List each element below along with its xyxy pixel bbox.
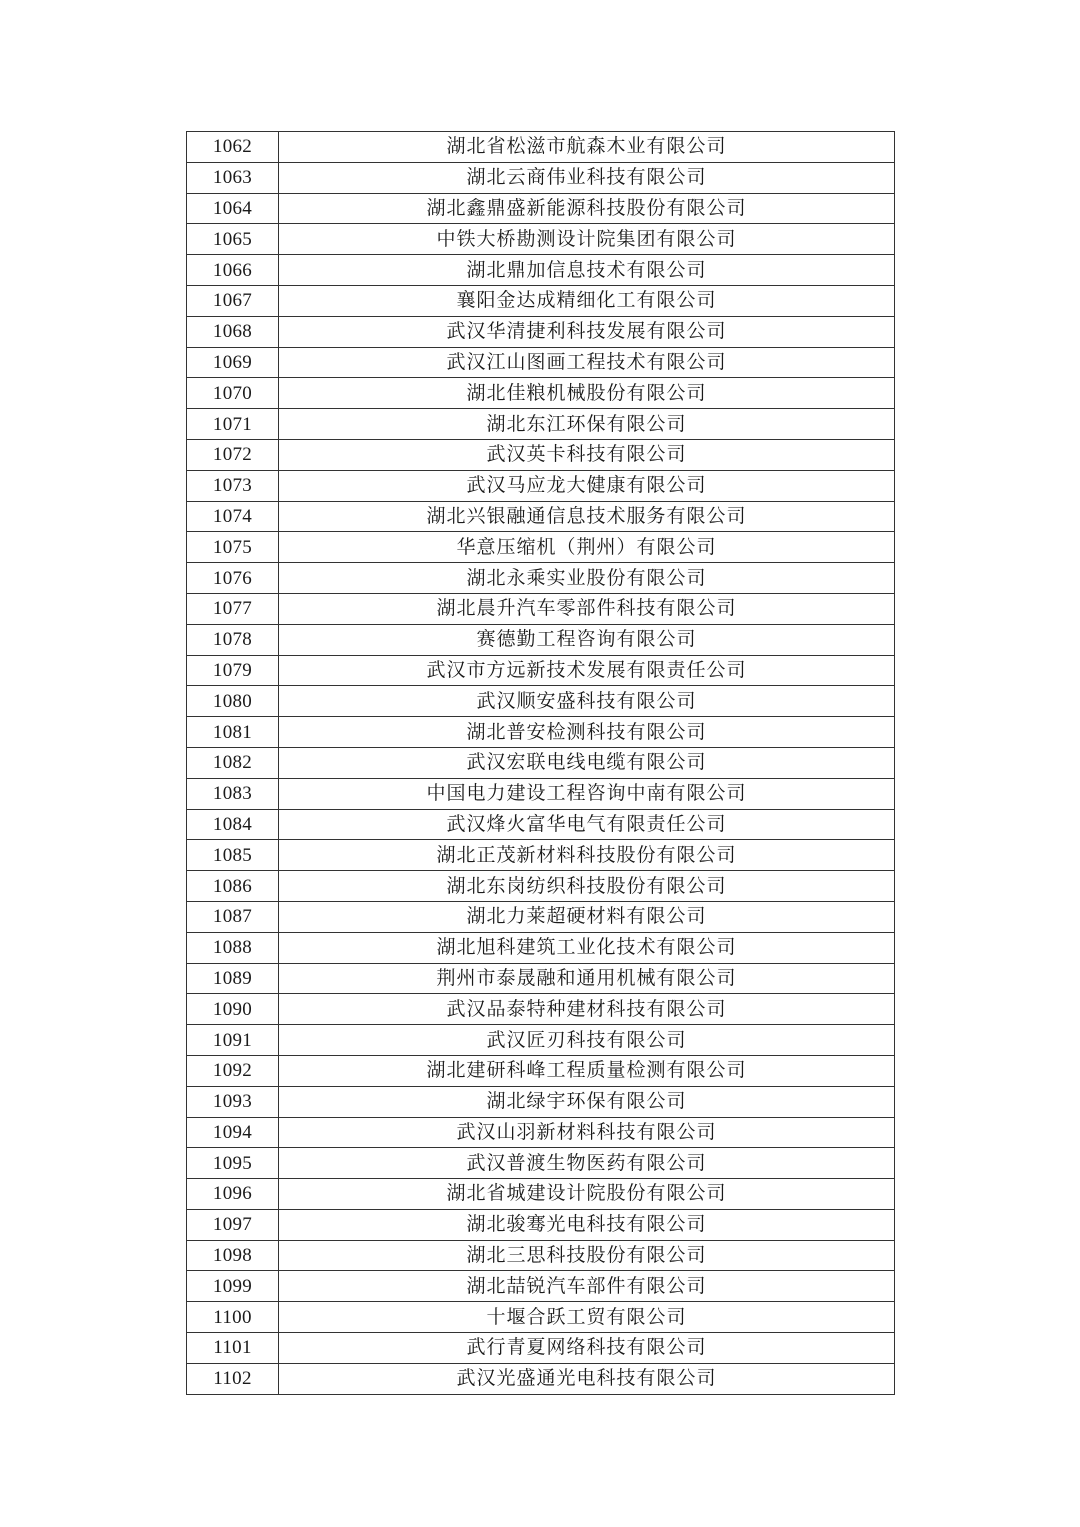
company-name: 武汉马应龙大健康有限公司 — [279, 470, 895, 501]
company-name: 湖北正茂新材料科技股份有限公司 — [279, 840, 895, 871]
table-row — [187, 717, 895, 748]
company-name: 十堰合跃工贸有限公司 — [279, 1302, 895, 1333]
table-row — [187, 224, 895, 255]
table-row — [187, 1055, 895, 1086]
row-number: 1099 — [187, 1271, 279, 1302]
row-number: 1087 — [187, 901, 279, 932]
table-row — [187, 686, 895, 717]
row-number: 1097 — [187, 1209, 279, 1240]
table-row — [187, 285, 895, 316]
company-name: 中国电力建设工程咨询中南有限公司 — [279, 778, 895, 809]
row-number: 1067 — [187, 285, 279, 316]
company-name: 湖北绿宇环保有限公司 — [279, 1086, 895, 1117]
company-name: 荆州市泰晟融和通用机械有限公司 — [279, 963, 895, 994]
company-name: 湖北力莱超硬材料有限公司 — [279, 901, 895, 932]
table-row — [187, 316, 895, 347]
table-row — [187, 1117, 895, 1148]
company-name: 武汉光盛通光电科技有限公司 — [279, 1363, 895, 1394]
company-name: 湖北三思科技股份有限公司 — [279, 1240, 895, 1271]
company-name: 湖北鑫鼎盛新能源科技股份有限公司 — [279, 193, 895, 224]
row-number: 1095 — [187, 1148, 279, 1179]
company-name: 湖北东岗纺织科技股份有限公司 — [279, 871, 895, 902]
row-number: 1079 — [187, 655, 279, 686]
company-name: 武汉宏联电线电缆有限公司 — [279, 747, 895, 778]
row-number: 1080 — [187, 686, 279, 717]
company-list-table — [186, 131, 895, 1395]
company-name: 湖北旭科建筑工业化技术有限公司 — [279, 932, 895, 963]
row-number: 1078 — [187, 624, 279, 655]
row-number: 1082 — [187, 747, 279, 778]
table-row — [187, 593, 895, 624]
table-row — [187, 470, 895, 501]
table-row — [187, 1086, 895, 1117]
table-row — [187, 162, 895, 193]
company-name: 湖北建研科峰工程质量检测有限公司 — [279, 1055, 895, 1086]
row-number: 1072 — [187, 439, 279, 470]
table-row — [187, 347, 895, 378]
row-number: 1062 — [187, 132, 279, 163]
row-number: 1098 — [187, 1240, 279, 1271]
row-number: 1066 — [187, 255, 279, 286]
table-row — [187, 1240, 895, 1271]
row-number: 1081 — [187, 717, 279, 748]
row-number: 1089 — [187, 963, 279, 994]
company-name: 武汉烽火富华电气有限责任公司 — [279, 809, 895, 840]
table-row — [187, 901, 895, 932]
company-name: 赛德勤工程咨询有限公司 — [279, 624, 895, 655]
table-row — [187, 840, 895, 871]
table-row — [187, 624, 895, 655]
company-name: 华意压缩机（荆州）有限公司 — [279, 532, 895, 563]
row-number: 1093 — [187, 1086, 279, 1117]
company-name: 中铁大桥勘测设计院集团有限公司 — [279, 224, 895, 255]
row-number: 1074 — [187, 501, 279, 532]
row-number: 1068 — [187, 316, 279, 347]
company-name: 湖北骏骞光电科技有限公司 — [279, 1209, 895, 1240]
company-name: 武汉顺安盛科技有限公司 — [279, 686, 895, 717]
row-number: 1100 — [187, 1302, 279, 1333]
row-number: 1094 — [187, 1117, 279, 1148]
company-name: 湖北东江环保有限公司 — [279, 409, 895, 440]
company-name: 武汉匠刃科技有限公司 — [279, 1025, 895, 1056]
table-row — [187, 563, 895, 594]
table-row — [187, 255, 895, 286]
company-name: 襄阳金达成精细化工有限公司 — [279, 285, 895, 316]
company-name: 武汉市方远新技术发展有限责任公司 — [279, 655, 895, 686]
table-row — [187, 1271, 895, 1302]
table-row — [187, 132, 895, 163]
table-row — [187, 747, 895, 778]
table-row — [187, 1179, 895, 1210]
table-row — [187, 871, 895, 902]
row-number: 1101 — [187, 1333, 279, 1364]
table-row — [187, 378, 895, 409]
company-name: 湖北省城建设计院股份有限公司 — [279, 1179, 895, 1210]
company-name: 湖北佳粮机械股份有限公司 — [279, 378, 895, 409]
company-name: 湖北永乘实业股份有限公司 — [279, 563, 895, 594]
company-name: 湖北普安检测科技有限公司 — [279, 717, 895, 748]
company-name: 湖北晨升汽车零部件科技有限公司 — [279, 593, 895, 624]
row-number: 1070 — [187, 378, 279, 409]
row-number: 1069 — [187, 347, 279, 378]
table-row — [187, 1302, 895, 1333]
table-row — [187, 1363, 895, 1394]
company-name: 武汉普渡生物医药有限公司 — [279, 1148, 895, 1179]
company-name: 武汉华清捷利科技发展有限公司 — [279, 316, 895, 347]
table-row — [187, 809, 895, 840]
row-number: 1085 — [187, 840, 279, 871]
row-number: 1091 — [187, 1025, 279, 1056]
company-name: 武汉品泰特种建材科技有限公司 — [279, 994, 895, 1025]
company-name: 湖北云商伟业科技有限公司 — [279, 162, 895, 193]
company-name: 武汉英卡科技有限公司 — [279, 439, 895, 470]
row-number: 1076 — [187, 563, 279, 594]
table-row — [187, 193, 895, 224]
row-number: 1065 — [187, 224, 279, 255]
company-name: 武行青夏网络科技有限公司 — [279, 1333, 895, 1364]
row-number: 1063 — [187, 162, 279, 193]
row-number: 1086 — [187, 871, 279, 902]
row-number: 1075 — [187, 532, 279, 563]
table-row — [187, 409, 895, 440]
company-name: 武汉山羽新材料科技有限公司 — [279, 1117, 895, 1148]
row-number: 1090 — [187, 994, 279, 1025]
table-row — [187, 1148, 895, 1179]
row-number: 1077 — [187, 593, 279, 624]
table-row — [187, 778, 895, 809]
table-row — [187, 1025, 895, 1056]
table-row — [187, 655, 895, 686]
row-number: 1102 — [187, 1363, 279, 1394]
table-row — [187, 932, 895, 963]
company-name: 湖北喆锐汽车部件有限公司 — [279, 1271, 895, 1302]
table-row — [187, 439, 895, 470]
row-number: 1083 — [187, 778, 279, 809]
row-number: 1096 — [187, 1179, 279, 1210]
company-name: 武汉江山图画工程技术有限公司 — [279, 347, 895, 378]
company-name: 湖北鼎加信息技术有限公司 — [279, 255, 895, 286]
row-number: 1064 — [187, 193, 279, 224]
table-row — [187, 532, 895, 563]
row-number: 1084 — [187, 809, 279, 840]
row-number: 1073 — [187, 470, 279, 501]
table-row — [187, 1333, 895, 1364]
company-name: 湖北省松滋市航森木业有限公司 — [279, 132, 895, 163]
row-number: 1088 — [187, 932, 279, 963]
row-number: 1092 — [187, 1055, 279, 1086]
table-row — [187, 501, 895, 532]
table-row — [187, 963, 895, 994]
company-name: 湖北兴银融通信息技术服务有限公司 — [279, 501, 895, 532]
table-row — [187, 994, 895, 1025]
company-list-body — [187, 132, 895, 1395]
table-row — [187, 1209, 895, 1240]
row-number: 1071 — [187, 409, 279, 440]
